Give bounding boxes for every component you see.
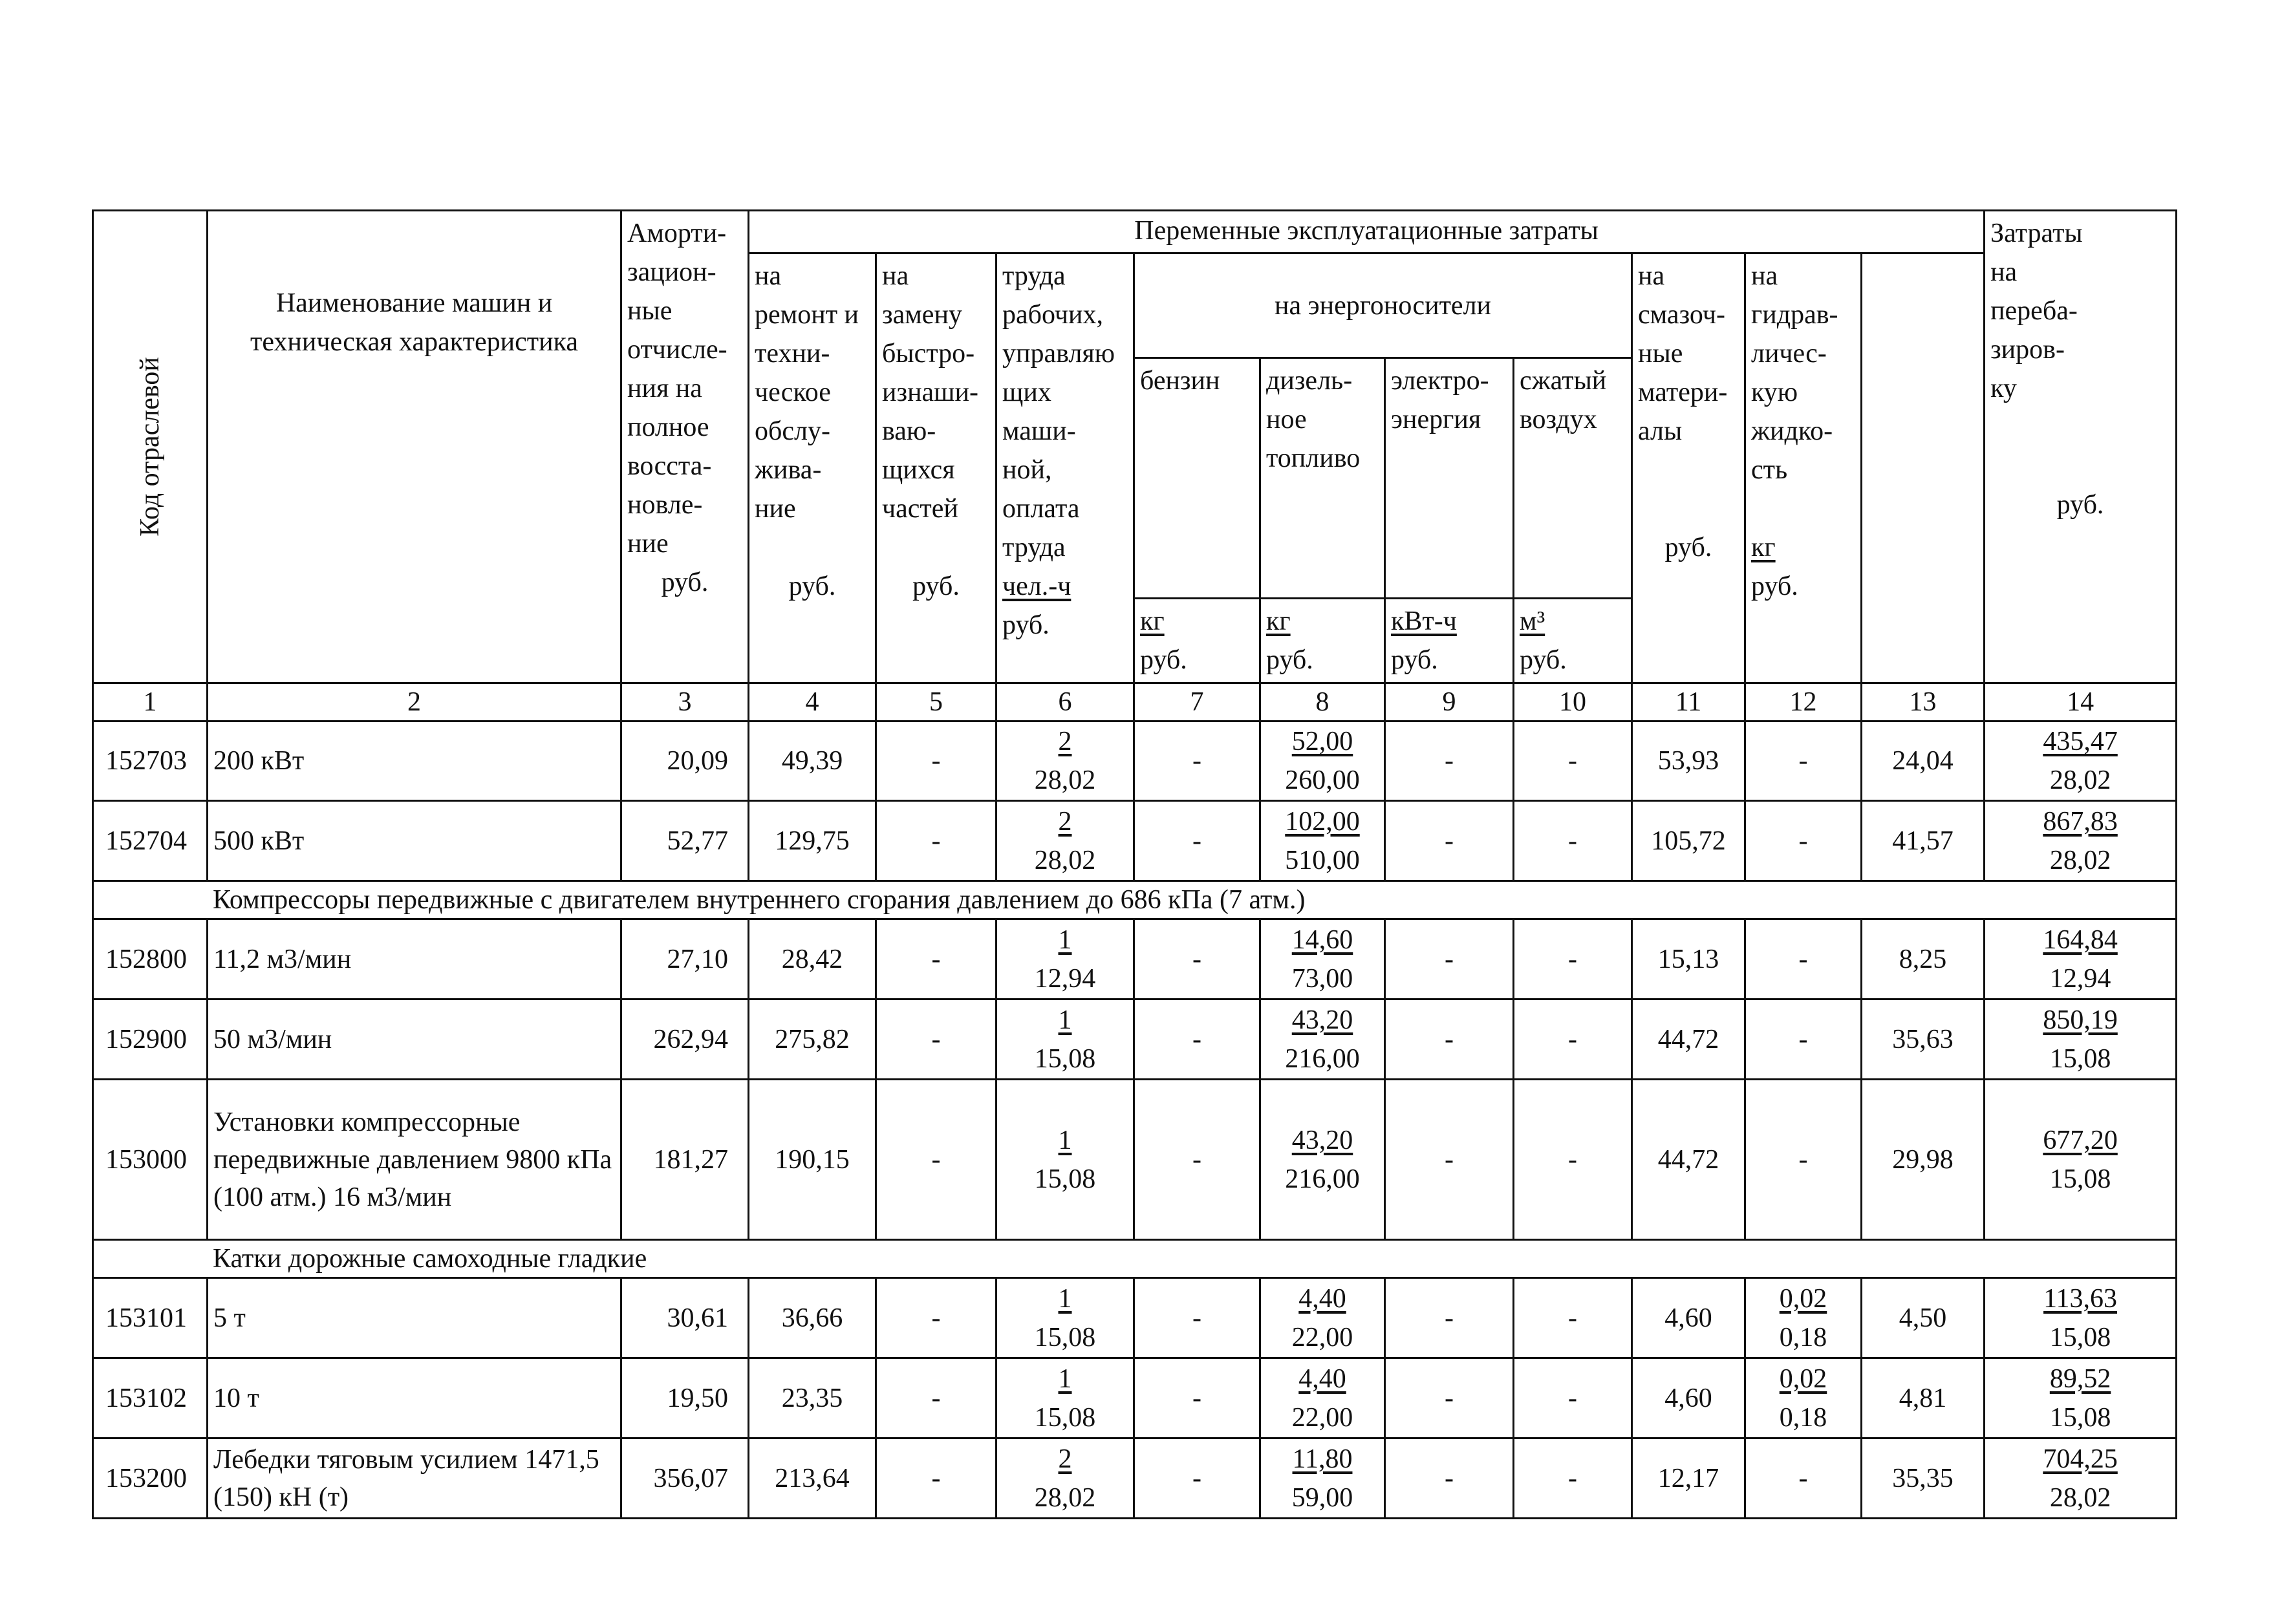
hydraulic-cell-top: -: [1798, 746, 1808, 776]
air-cell: -: [1514, 801, 1632, 881]
header-lubricants: на смазоч- ные матери- алы руб.: [1632, 253, 1745, 683]
hydraulic-cell: [1745, 1080, 1862, 1240]
diesel-cell-top: 4,40: [1298, 1283, 1346, 1314]
labor-cell-top: 1: [1058, 1125, 1072, 1155]
column-number-12: 12: [1745, 683, 1862, 721]
column-number-8: 8: [1260, 683, 1385, 721]
hydraulic-cell: [1745, 919, 1862, 999]
amort-cell: 20,09: [621, 721, 749, 801]
electric-cell: -: [1385, 1080, 1514, 1240]
section-title: Катки дорожные самоходные гладкие: [93, 1240, 2177, 1278]
labor-cell-top: 1: [1058, 924, 1072, 955]
parts-cell: -: [876, 1278, 996, 1358]
petrol-cell: -: [1134, 999, 1260, 1080]
labor-cell: [996, 1278, 1134, 1358]
petrol-cell: -: [1134, 919, 1260, 999]
diesel-cell-bottom: 260,00: [1285, 765, 1360, 795]
name-cell: Лебедки тяговым усилием 1471,5 (150) кН (т): [208, 1438, 621, 1519]
electric-cell: -: [1385, 919, 1514, 999]
estimate-cell-top: 704,25: [2043, 1444, 2118, 1474]
labor-cell-bottom: 15,08: [1034, 1043, 1096, 1074]
name-cell: 200 кВт: [208, 721, 621, 801]
header-repair: на ремонт и техни- ческое обслу- жива- ние руб.: [749, 253, 876, 683]
hydraulic-cell: [1745, 1358, 1862, 1438]
lube-cell: 44,72: [1632, 1080, 1745, 1240]
lube-cell: 44,72: [1632, 999, 1745, 1080]
column-number-2: 2: [208, 683, 621, 721]
air-cell: -: [1514, 1278, 1632, 1358]
hydraulic-cell-top: -: [1798, 944, 1808, 974]
estimate-cell-top: 89,52: [2049, 1363, 2111, 1394]
air-cell: -: [1514, 1358, 1632, 1438]
hydraulic-cell-bottom: 0,18: [1779, 1402, 1827, 1433]
diesel-cell-bottom: 59,00: [1291, 1482, 1353, 1513]
header-code: Код отраслевой: [93, 211, 208, 683]
diesel-cell-top: 4,40: [1298, 1363, 1346, 1394]
air-cell: -: [1514, 1438, 1632, 1519]
petrol-cell: -: [1134, 1278, 1260, 1358]
code-cell: 152704: [93, 801, 208, 881]
diesel-cell: [1260, 1278, 1385, 1358]
repair-cell: 49,39: [749, 721, 876, 801]
relocation-cell: 41,57: [1862, 801, 1985, 881]
estimate-cell: [1985, 999, 2177, 1080]
repair-cell: 36,66: [749, 1278, 876, 1358]
estimate-cell-bottom: 15,08: [2049, 1402, 2111, 1433]
parts-cell: -: [876, 1358, 996, 1438]
header-petrol: бензин: [1134, 358, 1260, 598]
estimate-cell-bottom: 28,02: [2049, 845, 2111, 875]
diesel-cell-top: 102,00: [1285, 806, 1360, 837]
estimate-cell: [1985, 919, 2177, 999]
estimate-cell-bottom: 15,08: [2049, 1322, 2111, 1352]
hydraulic-cell-top: -: [1798, 1024, 1808, 1054]
labor-cell: [996, 721, 1134, 801]
petrol-cell: -: [1134, 1358, 1260, 1438]
petrol-cell: -: [1134, 1438, 1260, 1519]
repair-cell: 129,75: [749, 801, 876, 881]
estimate-cell-bottom: 12,94: [2049, 963, 2111, 994]
hydraulic-cell: [1745, 999, 1862, 1080]
labor-cell-top: 2: [1058, 806, 1072, 837]
rates-table-sheet: [92, 209, 2175, 1513]
diesel-cell-bottom: 216,00: [1285, 1043, 1360, 1074]
diesel-cell: [1260, 1438, 1385, 1519]
hydraulic-cell: [1745, 1438, 1862, 1519]
relocation-cell: 35,63: [1862, 999, 1985, 1080]
labor-cell: [996, 1358, 1134, 1438]
relocation-cell: 24,04: [1862, 721, 1985, 801]
hydraulic-cell: [1745, 721, 1862, 801]
estimate-cell-top: 113,63: [2043, 1283, 2118, 1314]
diesel-cell-top: 14,60: [1291, 924, 1353, 955]
hydraulic-cell-top: 0,02: [1779, 1283, 1827, 1314]
air-cell: -: [1514, 1080, 1632, 1240]
column-number-7: 7: [1134, 683, 1260, 721]
estimate-cell-bottom: 15,08: [2049, 1164, 2111, 1194]
lube-cell: 4,60: [1632, 1358, 1745, 1438]
amort-cell: 262,94: [621, 999, 749, 1080]
name-cell: 50 м3/мин: [208, 999, 621, 1080]
labor-cell-bottom: 15,08: [1034, 1164, 1096, 1194]
column-number-10: 10: [1514, 683, 1632, 721]
header-relocation: Затраты на переба- зиров- ку руб.: [1985, 211, 2177, 683]
relocation-cell: 35,35: [1862, 1438, 1985, 1519]
unit-air: м³ руб.: [1514, 598, 1632, 683]
labor-cell: [996, 801, 1134, 881]
lube-cell: 53,93: [1632, 721, 1745, 801]
amort-cell: 27,10: [621, 919, 749, 999]
parts-cell: -: [876, 1080, 996, 1240]
section-row: [93, 881, 2177, 919]
header-hydraulic: на гидрав- личес- кую жидко- сть кг руб.: [1745, 253, 1862, 683]
labor-cell-top: 2: [1058, 1444, 1072, 1474]
labor-cell: [996, 1438, 1134, 1519]
diesel-cell-top: 43,20: [1291, 1005, 1353, 1035]
column-number-9: 9: [1385, 683, 1514, 721]
code-cell: 153102: [93, 1358, 208, 1438]
amort-cell: 181,27: [621, 1080, 749, 1240]
petrol-cell: -: [1134, 1080, 1260, 1240]
labor-cell-top: 1: [1058, 1005, 1072, 1035]
estimate-cell-top: 677,20: [2043, 1125, 2118, 1155]
estimate-cell-top: 164,84: [2043, 924, 2118, 955]
estimate-cell-bottom: 15,08: [2049, 1043, 2111, 1074]
relocation-cell: 8,25: [1862, 919, 1985, 999]
lube-cell: 4,60: [1632, 1278, 1745, 1358]
column-number-3: 3: [621, 683, 749, 721]
diesel-cell-bottom: 22,00: [1291, 1322, 1353, 1352]
header-energy: на энергоносители: [1134, 253, 1632, 358]
name-cell: 11,2 м3/мин: [208, 919, 621, 999]
column-number-4: 4: [749, 683, 876, 721]
electric-cell: -: [1385, 1358, 1514, 1438]
labor-cell: [996, 919, 1134, 999]
relocation-cell: 4,50: [1862, 1278, 1985, 1358]
code-cell: 153101: [93, 1278, 208, 1358]
section-title: Компрессоры передвижные с двигателем внутреннего сгорания давлением до 686 кПа (7 атм.): [93, 881, 2177, 919]
column-number-5: 5: [876, 683, 996, 721]
column-number-11: 11: [1632, 683, 1745, 721]
diesel-cell-bottom: 510,00: [1285, 845, 1360, 875]
diesel-cell-bottom: 22,00: [1291, 1402, 1353, 1433]
header-electric: электро- энергия: [1385, 358, 1514, 598]
hydraulic-cell-top: -: [1798, 826, 1808, 856]
electric-cell: -: [1385, 801, 1514, 881]
diesel-cell-bottom: 216,00: [1285, 1164, 1360, 1194]
name-cell: 500 кВт: [208, 801, 621, 881]
estimate-cell: [1985, 1278, 2177, 1358]
code-cell: 152800: [93, 919, 208, 999]
labor-cell: [996, 999, 1134, 1080]
header-variable-costs: Переменные эксплуатационные затраты: [749, 211, 1985, 253]
labor-cell-bottom: 28,02: [1034, 765, 1096, 795]
header-name: Наименование машин и техническая характеристика: [208, 211, 621, 683]
diesel-cell: [1260, 721, 1385, 801]
labor-cell-bottom: 15,08: [1034, 1322, 1096, 1352]
parts-cell: -: [876, 1438, 996, 1519]
labor-cell: [996, 1080, 1134, 1240]
column-number-6: 6: [996, 683, 1134, 721]
repair-cell: 23,35: [749, 1358, 876, 1438]
table-row: [93, 1278, 2177, 1358]
header-labor: труда рабочих, управляю щих маши- ной, оплата труда чел.-ч руб.: [996, 253, 1134, 683]
labor-cell-bottom: 15,08: [1034, 1402, 1096, 1433]
table-row: [93, 1358, 2177, 1438]
hydraulic-cell: [1745, 1278, 1862, 1358]
labor-cell-top: 1: [1058, 1363, 1072, 1394]
parts-cell: -: [876, 721, 996, 801]
repair-cell: 275,82: [749, 999, 876, 1080]
diesel-cell: [1260, 919, 1385, 999]
estimate-cell: [1985, 1080, 2177, 1240]
air-cell: -: [1514, 919, 1632, 999]
hydraulic-cell-top: -: [1798, 1144, 1808, 1175]
hydraulic-cell-bottom: 0,18: [1779, 1322, 1827, 1352]
lube-cell: 12,17: [1632, 1438, 1745, 1519]
amort-cell: 19,50: [621, 1358, 749, 1438]
name-cell: 10 т: [208, 1358, 621, 1438]
header-air: сжатый воздух: [1514, 358, 1632, 598]
labor-cell-top: 2: [1058, 727, 1072, 756]
header-amortization: Аморти- зацион- ные отчисле- ния на полное восста- новле- ние руб.: [621, 211, 749, 683]
table-row: [93, 1080, 2177, 1240]
repair-cell: 213,64: [749, 1438, 876, 1519]
table-row: [93, 1438, 2177, 1519]
name-cell: Установки компрессорные передвижные давлением 9800 кПа (100 атм.) 16 м3/мин: [208, 1080, 621, 1240]
parts-cell: -: [876, 919, 996, 999]
code-cell: 152703: [93, 721, 208, 801]
air-cell: -: [1514, 999, 1632, 1080]
code-cell: 153000: [93, 1080, 208, 1240]
parts-cell: -: [876, 801, 996, 881]
column-number-row: [93, 683, 2177, 721]
section-row: [93, 1240, 2177, 1278]
estimate-cell: [1985, 1358, 2177, 1438]
electric-cell: -: [1385, 1438, 1514, 1519]
amort-cell: 52,77: [621, 801, 749, 881]
labor-cell-bottom: 28,02: [1034, 1482, 1096, 1513]
hydraulic-cell-top: 0,02: [1779, 1363, 1827, 1394]
column-number-14: 14: [1985, 683, 2177, 721]
petrol-cell: -: [1134, 721, 1260, 801]
relocation-cell: 29,98: [1862, 1080, 1985, 1240]
machine-rates-table: [92, 209, 2177, 1519]
header-row-1: [93, 211, 2177, 253]
diesel-cell-bottom: 73,00: [1291, 963, 1353, 994]
code-cell: 152900: [93, 999, 208, 1080]
electric-cell: -: [1385, 1278, 1514, 1358]
lube-cell: 15,13: [1632, 919, 1745, 999]
diesel-cell: [1260, 999, 1385, 1080]
column-number-13: 13: [1862, 683, 1985, 721]
diesel-cell: [1260, 801, 1385, 881]
estimate-cell-top: 867,83: [2043, 806, 2118, 837]
estimate-cell: [1985, 801, 2177, 881]
estimate-cell-bottom: 28,02: [2049, 765, 2111, 795]
header-parts: на замену быстро- изнаши- ваю- щихся частей руб.: [876, 253, 996, 683]
electric-cell: -: [1385, 721, 1514, 801]
code-cell: 153200: [93, 1438, 208, 1519]
table-row: [93, 919, 2177, 999]
header-diesel: дизель- ное топливо: [1260, 358, 1385, 598]
diesel-cell-top: 43,20: [1291, 1125, 1353, 1155]
table-row: [93, 721, 2177, 801]
parts-cell: -: [876, 999, 996, 1080]
diesel-cell: [1260, 1358, 1385, 1438]
table-row: [93, 999, 2177, 1080]
unit-electric: кВт-ч руб.: [1385, 598, 1514, 683]
labor-cell-bottom: 12,94: [1034, 963, 1096, 994]
estimate-cell-top: 850,19: [2043, 1005, 2118, 1035]
labor-cell-bottom: 28,02: [1034, 845, 1096, 875]
hydraulic-cell-top: -: [1798, 1463, 1808, 1493]
repair-cell: 28,42: [749, 919, 876, 999]
relocation-cell: 4,81: [1862, 1358, 1985, 1438]
air-cell: -: [1514, 721, 1632, 801]
diesel-cell-top: 52,00: [1291, 727, 1353, 756]
labor-cell-top: 1: [1058, 1283, 1072, 1314]
unit-petrol: кг руб.: [1134, 598, 1260, 683]
amort-cell: 356,07: [621, 1438, 749, 1519]
unit-diesel: кг руб.: [1260, 598, 1385, 683]
amort-cell: 30,61: [621, 1278, 749, 1358]
petrol-cell: -: [1134, 801, 1260, 881]
estimate-cell: [1985, 1438, 2177, 1519]
table-row: [93, 801, 2177, 881]
diesel-cell-top: 11,80: [1292, 1444, 1353, 1474]
estimate-cell-top: 435,47: [2043, 727, 2118, 756]
lube-cell: 105,72: [1632, 801, 1745, 881]
electric-cell: -: [1385, 999, 1514, 1080]
estimate-cell-bottom: 28,02: [2049, 1482, 2111, 1513]
repair-cell: 190,15: [749, 1080, 876, 1240]
estimate-cell: [1985, 721, 2177, 801]
name-cell: 5 т: [208, 1278, 621, 1358]
diesel-cell: [1260, 1080, 1385, 1240]
column-number-1: 1: [93, 683, 208, 721]
hydraulic-cell: [1745, 801, 1862, 881]
